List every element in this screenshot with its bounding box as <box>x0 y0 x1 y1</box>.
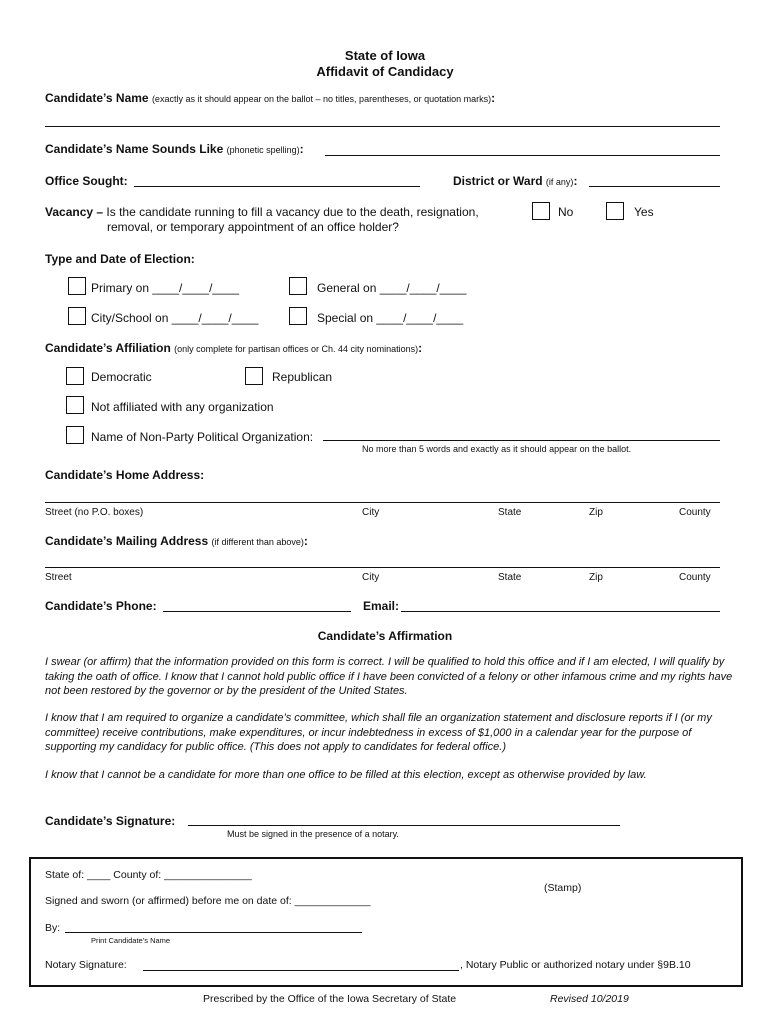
email-label: Email: <box>363 599 400 613</box>
signature-note: Must be signed in the presence of a notary. <box>227 829 399 839</box>
district-field[interactable] <box>589 186 720 187</box>
affiliation-label: Candidate’s Affiliation (only complete for partisan offices or Ch. 44 city nominations): <box>45 341 423 355</box>
home-address-label: Candidate’s Home Address: <box>45 468 205 482</box>
footer-revised: Revised 10/2019 <box>550 993 629 1005</box>
notary-by-label: By: <box>45 922 61 934</box>
print-name-caption: Print Candidate’s Name <box>91 936 171 945</box>
home-state-caption: State <box>498 507 522 518</box>
form-state: State of Iowa <box>344 48 426 63</box>
mail-county-caption: County <box>679 572 711 583</box>
npo-checkbox[interactable] <box>66 426 84 444</box>
mailing-address-field[interactable] <box>45 567 720 568</box>
office-sought-field[interactable] <box>134 186 420 187</box>
phone-field[interactable] <box>163 611 351 612</box>
mailing-address-label: Candidate’s Mailing Address (if different than above): <box>45 534 308 548</box>
mail-state-caption: State <box>498 572 522 583</box>
npo-note: No more than 5 words and exactly as it should appear on the ballot. <box>362 444 632 454</box>
vacancy-no-label: No <box>558 205 574 219</box>
not-affiliated-label: Not affiliated with any organization <box>91 400 274 414</box>
democratic-checkbox[interactable] <box>66 367 84 385</box>
home-city-caption: City <box>362 507 380 518</box>
notary-authority: , Notary Public or authorized notary under §9B.10 <box>460 959 691 971</box>
signature-field[interactable] <box>188 825 620 826</box>
notary-sworn-date: Signed and sworn (or affirmed) before me on date of: _____________ <box>45 895 371 907</box>
vacancy-yes-label: Yes <box>634 205 654 219</box>
primary-label: Primary on ____/____/____ <box>91 281 240 295</box>
notary-signature-label: Notary Signature: <box>45 959 127 971</box>
home-zip-caption: Zip <box>589 507 603 518</box>
republican-checkbox[interactable] <box>245 367 263 385</box>
district-label: District or Ward (if any): <box>453 174 578 188</box>
home-street-caption: Street (no P.O. boxes) <box>45 507 144 518</box>
footer-prescribed: Prescribed by the Office of the Iowa Secretary of State <box>203 993 457 1005</box>
city-school-label: City/School on ____/____/____ <box>91 311 259 325</box>
special-checkbox[interactable] <box>289 307 307 325</box>
affirmation-paragraph-2: I know that I am required to organize a candidate’s committee, which shall file an organization statement and disclosure reports if I (or my committee) receive contributions, make expenditures, or incur indebtedness in excess of $1,000 in a calendar year for the purpose of supporting my candidacy for public office. (This does not apply to candidates for federal office.) <box>45 712 712 753</box>
general-checkbox[interactable] <box>289 277 307 295</box>
print-name-field[interactable] <box>65 932 362 933</box>
special-label: Special on ____/____/____ <box>317 311 464 325</box>
notary-stamp: (Stamp) <box>544 882 582 894</box>
vacancy-yes-checkbox[interactable] <box>606 202 624 220</box>
sounds-like-field[interactable] <box>325 155 720 156</box>
notary-state-county: State of: ____ County of: _______________ <box>45 869 252 881</box>
npo-label: Name of Non-Party Political Organization: <box>91 430 314 444</box>
form-title: Affidavit of Candidacy <box>316 64 454 79</box>
vacancy-no-checkbox[interactable] <box>532 202 550 220</box>
email-field[interactable] <box>401 611 720 612</box>
primary-checkbox[interactable] <box>68 277 86 295</box>
affirmation-title: Candidate’s Affirmation <box>317 629 453 643</box>
sounds-like-label: Candidate’s Name Sounds Like (phonetic spelling): <box>45 142 304 156</box>
home-county-caption: County <box>679 507 711 518</box>
mail-city-caption: City <box>362 572 380 583</box>
candidate-name-field[interactable] <box>45 126 720 127</box>
democratic-label: Democratic <box>91 370 152 384</box>
affirmation-paragraph-1: I swear (or affirm) that the information provided on this form is correct. I will be qualified to hold this office and if I am elected, I will qualify by taking the oath of office. I know that I cannot hold public office if I have been convicted of a felony or other infamous crime and my rights have not been restored by the governor or by the president of the United States. <box>45 656 733 697</box>
vacancy-question: Vacancy – Is the candidate running to fill a vacancy due to the death, resignation, <box>45 205 479 219</box>
candidate-name-label: Candidate’s Name (exactly as it should appear on the ballot – no titles, parentheses, or quotation marks): <box>45 91 496 105</box>
mail-zip-caption: Zip <box>589 572 603 583</box>
not-affiliated-checkbox[interactable] <box>66 396 84 414</box>
home-address-field[interactable] <box>45 502 720 503</box>
signature-label: Candidate’s Signature: <box>45 814 176 828</box>
republican-label: Republican <box>272 370 333 384</box>
affirmation-paragraph-3: I know that I cannot be a candidate for more than one office to be filled at this election, except as otherwise provided by law. <box>45 769 647 781</box>
vacancy-question-cont: removal, or temporary appointment of an office holder? <box>107 220 399 234</box>
general-label: General on ____/____/____ <box>317 281 467 295</box>
mail-street-caption: Street <box>45 572 72 583</box>
city-school-checkbox[interactable] <box>68 307 86 325</box>
office-sought-label: Office Sought: <box>45 174 128 188</box>
election-type-label: Type and Date of Election: <box>45 252 195 266</box>
notary-signature-field[interactable] <box>143 970 459 971</box>
npo-name-field[interactable] <box>323 440 720 441</box>
phone-label: Candidate’s Phone: <box>45 599 157 613</box>
